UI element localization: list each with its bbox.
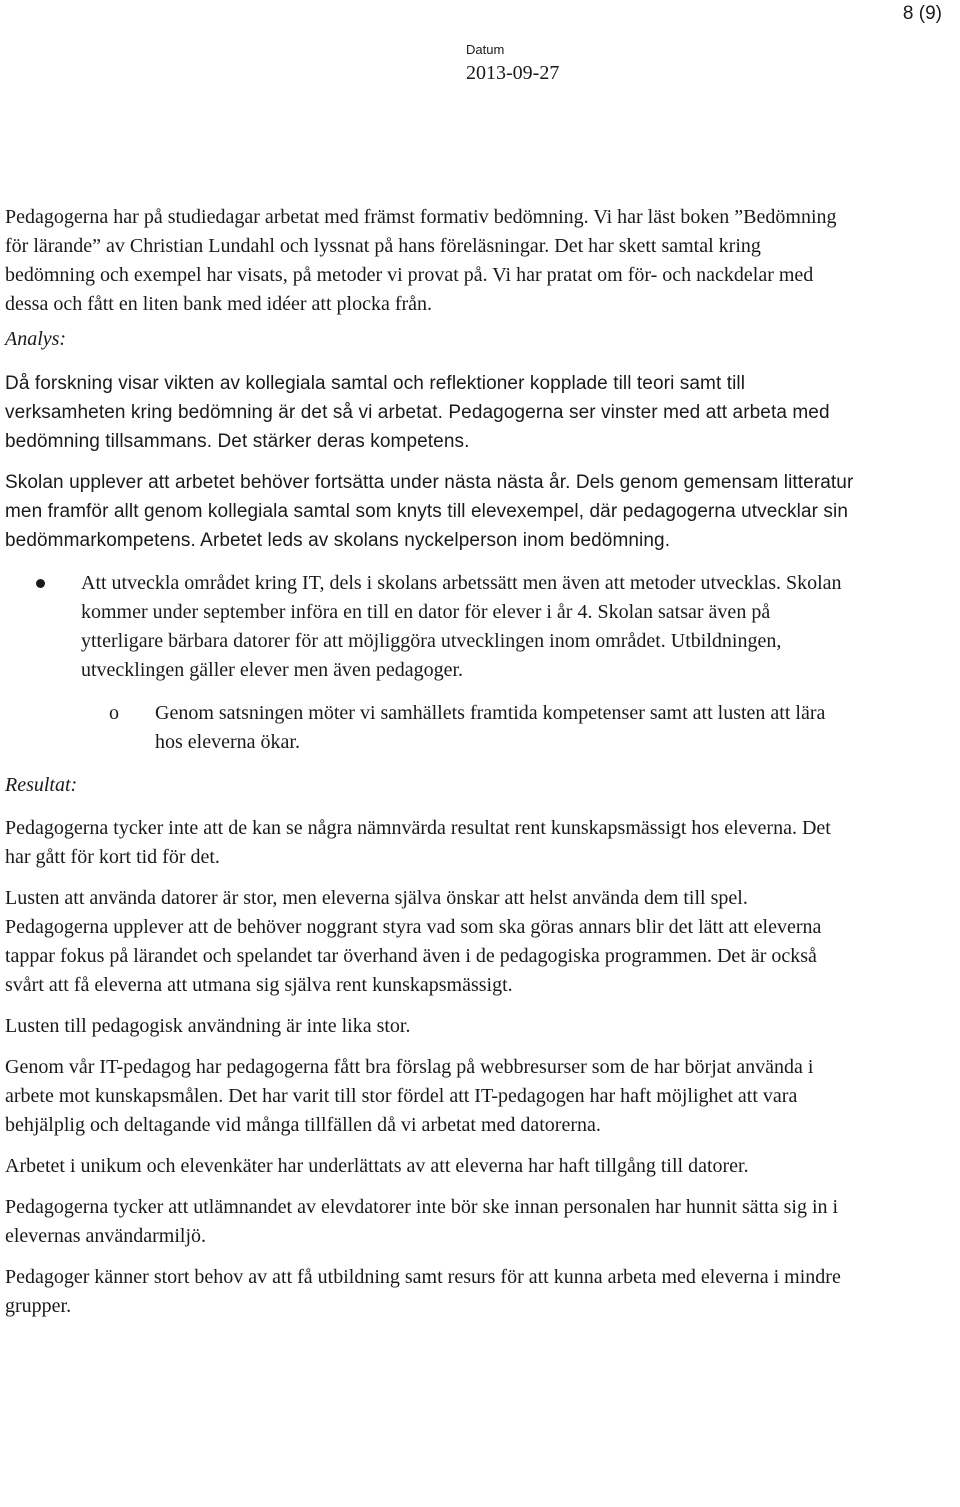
analys-paragraph-2: Skolan upplever att arbetet behöver fortsätta under nästa nästa år. Dels genom gemensam litteratur men framför allt genom kollegiala samtal som knyts till elevexempel, där pedagogerna utvecklar sin bedömmarkompetens. Arbetet leds av skolans nyckelperson inom bedömning.: [5, 472, 854, 551]
analys-paragraph-1: Då forskning visar vikten av kollegiala samtal och reflektioner kopplade till teori samt till verksamheten kring bedömning är det så vi arbetat. Pedagogerna ser vinster med att arbeta med bedömning tillsammans. Det stärker deras kompetens.: [5, 373, 830, 452]
date-label: Datum: [466, 42, 505, 57]
subbullet-text: Genom satsningen möter vi samhällets framtida kompetenser samt att lusten att lära hos eleverna ökar.: [155, 702, 826, 753]
intro-paragraph: Pedagogerna har på studiedagar arbetat med främst formativ bedömning. Vi har läst boken ”Bedömning för lärande” av Christian Lundahl och lyssnat på hans föreläsningar. Det har skett samtal kring bedömning och exempel har visats, på metoder vi provat på. Vi har pratat om för- och nackdelar med dessa och fått en liten bank med idéer att plocka från.: [5, 206, 837, 315]
resultat-paragraph: Pedagoger känner stort behov av att få utbildning samt resurs för att kunna arbeta med eleverna i mindre grupper.: [5, 1266, 841, 1317]
analys-label: Analys:: [5, 328, 67, 350]
page-number: 8 (9): [902, 3, 942, 24]
resultat-paragraph: Lusten till pedagogisk användning är inte lika stor.: [5, 1015, 411, 1037]
document-body: [5, 203, 855, 1333]
bullet-item: [5, 569, 855, 685]
resultat-paragraph: Arbetet i unikum och elevenkäter har underlättats av att eleverna har haft tillgång till datorer.: [5, 1155, 749, 1177]
subbullet-item: [5, 699, 855, 757]
header-date: [466, 42, 559, 85]
bullet-text: Att utveckla området kring IT, dels i skolans arbetssätt men även att metoder utvecklas. Skolan kommer under september införa en till en dator för elever i år 4. Skolan satsar även på ytterligare bärbara datorer för att möjliggöra utvecklingen inom området. Utbildningen, utvecklingen gäller elever men även pedagoger.: [81, 572, 842, 681]
resultat-paragraph: Genom vår IT-pedagog har pedagogerna fått bra förslag på webbresurser som de har börjat använda i arbete mot kunskapsmålen. Det har varit till stor fördel att IT-pedagogen har haft möjlighet att vara behjälplig och deltagande vid många tillfällen då vi arbetat med datorerna.: [5, 1056, 814, 1136]
circle-bullet-icon: o: [109, 702, 119, 724]
bullet-icon: [36, 579, 45, 588]
resultat-label: Resultat:: [5, 774, 78, 796]
resultat-paragraph: Lusten att använda datorer är stor, men eleverna själva önskar att helst använda dem till spel. Pedagogerna upplever att de behöver noggrant styra vad som ska göras annars blir det lätt att eleverna tappar fokus på lärandet och spelandet tar överhand även i de pedagogiska programmen. Det är också svårt att få eleverna att utmana sig själva rent kunskapsmässigt.: [5, 887, 822, 996]
date-value: 2013-09-27: [466, 62, 560, 84]
resultat-paragraph: Pedagogerna tycker att utlämnandet av elevdatorer inte bör ske innan personalen har hunnit sätta sig in i elevernas användarmiljö.: [5, 1196, 839, 1247]
resultat-paragraph: Pedagogerna tycker inte att de kan se några nämnvärda resultat rent kunskapsmässigt hos eleverna. Det har gått för kort tid för det.: [5, 817, 831, 868]
